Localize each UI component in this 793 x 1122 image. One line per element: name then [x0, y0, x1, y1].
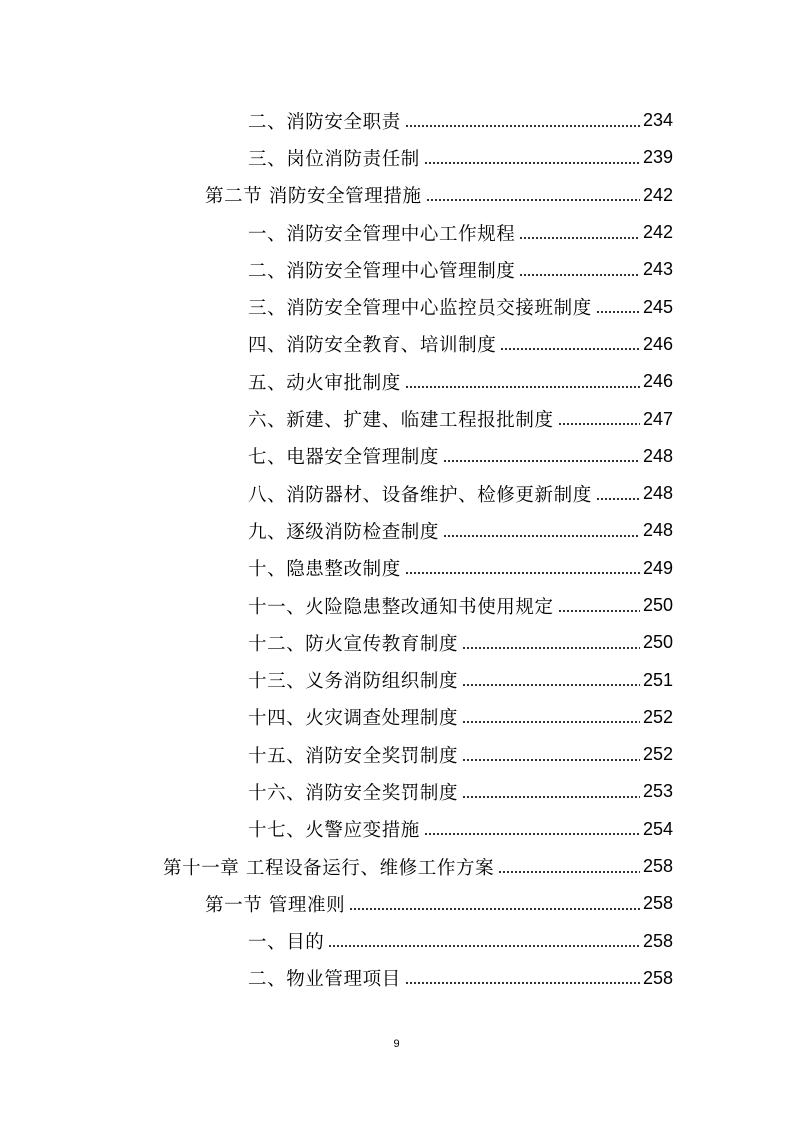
toc-entry-page: 246	[642, 371, 673, 392]
toc-entry-title: 七、电器安全管理制度	[248, 447, 440, 469]
toc-entry-title: 一、消防安全管理中心工作规程	[248, 223, 516, 245]
toc-dot-leader	[424, 162, 640, 164]
toc-entry[interactable]	[0, 326, 793, 363]
toc-dot-leader	[405, 572, 640, 574]
toc-dot-leader	[462, 721, 640, 723]
toc-entry-title: 十四、火灾调查处理制度	[248, 708, 459, 730]
toc-entry[interactable]	[0, 102, 793, 139]
toc-entry-page: 243	[642, 259, 673, 280]
toc-entry-title: 十五、消防安全奖罚制度	[248, 745, 459, 767]
toc-entry-page: 251	[642, 669, 673, 690]
toc-entry-page: 234	[642, 110, 673, 131]
toc-entry-title: 三、消防安全管理中心监控员交接班制度	[248, 298, 592, 320]
toc-entry-page: 254	[642, 818, 673, 839]
toc-dot-leader	[462, 647, 640, 649]
toc-entry[interactable]	[0, 736, 793, 773]
toc-entry-page: 250	[642, 595, 673, 615]
toc-entry-page: 258	[642, 893, 673, 914]
toc-dot-leader	[500, 348, 640, 350]
toc-entry[interactable]	[0, 288, 793, 325]
toc-entry[interactable]	[0, 512, 793, 549]
toc-entry-page: 248	[642, 445, 673, 466]
toc-entry[interactable]	[0, 699, 793, 736]
toc-entry-title: 第一节 管理准则	[205, 894, 346, 916]
toc-dot-leader	[462, 796, 640, 798]
toc-entry-title: 六、新建、扩建、临建工程报批制度	[248, 410, 554, 432]
page-number: 9	[393, 1038, 400, 1050]
toc-entry-title: 十六、消防安全奖罚制度	[248, 782, 459, 804]
toc-dot-leader	[498, 871, 640, 873]
toc-dot-leader	[519, 274, 640, 276]
toc-entry[interactable]	[0, 438, 793, 475]
toc-entry[interactable]	[0, 139, 793, 176]
toc-entry[interactable]	[0, 251, 793, 288]
toc-dot-leader	[519, 237, 640, 239]
toc-entry-page: 246	[642, 333, 673, 354]
table-of-contents	[0, 102, 793, 997]
toc-entry-title: 二、消防安全职责	[248, 111, 401, 133]
toc-entry-title: 第十一章 工程设备运行、维修工作方案	[163, 857, 495, 879]
toc-entry-page: 252	[642, 706, 673, 727]
toc-dot-leader	[405, 125, 640, 127]
toc-entry[interactable]	[0, 550, 793, 587]
toc-entry-title: 十三、义务消防组织制度	[248, 671, 459, 693]
toc-entry-page: 247	[642, 408, 673, 429]
toc-entry-page: 250	[642, 632, 673, 653]
toc-entry-title: 一、目的	[248, 932, 325, 954]
toc-entry-page: 248	[642, 483, 673, 504]
toc-entry-page: 258	[642, 856, 673, 877]
toc-entry[interactable]	[0, 587, 793, 624]
toc-entry[interactable]	[0, 661, 793, 698]
toc-dot-leader	[349, 908, 640, 910]
toc-entry-page: 249	[642, 557, 673, 578]
toc-entry-page: 242	[642, 222, 673, 243]
toc-entry[interactable]	[0, 923, 793, 960]
toc-dot-leader	[405, 982, 640, 984]
toc-entry-title: 十、隐患整改制度	[248, 559, 401, 581]
toc-entry-title: 十一、火险隐患整改通知书使用规定	[248, 596, 554, 618]
toc-entry[interactable]	[0, 214, 793, 251]
toc-dot-leader	[424, 833, 640, 835]
toc-dot-leader	[405, 386, 640, 388]
toc-dot-leader	[462, 759, 640, 761]
toc-dot-leader	[443, 535, 640, 537]
toc-dot-leader	[558, 610, 640, 612]
toc-entry[interactable]	[0, 475, 793, 512]
toc-entry-title: 五、动火审批制度	[248, 372, 401, 394]
toc-entry[interactable]	[0, 885, 793, 922]
toc-entry-title: 十七、火警应变措施	[248, 820, 420, 842]
toc-entry-title: 四、消防安全教育、培训制度	[248, 335, 497, 357]
toc-entry-page: 253	[642, 781, 673, 802]
toc-entry[interactable]	[0, 960, 793, 997]
toc-dot-leader	[558, 423, 640, 425]
toc-entry-page: 242	[642, 184, 673, 205]
toc-entry[interactable]	[0, 624, 793, 661]
toc-entry-page: 252	[642, 744, 673, 765]
toc-entry-title: 第二节 消防安全管理措施	[205, 186, 422, 208]
toc-entry-page: 245	[642, 296, 673, 317]
toc-entry-title: 九、逐级消防检查制度	[248, 521, 440, 543]
toc-entry-title: 三、岗位消防责任制	[248, 148, 420, 170]
toc-dot-leader	[426, 199, 640, 201]
toc-dot-leader	[328, 945, 640, 947]
toc-entry-title: 二、消防安全管理中心管理制度	[248, 260, 516, 282]
toc-entry[interactable]	[0, 811, 793, 848]
toc-entry[interactable]	[0, 773, 793, 810]
toc-entry-page: 258	[642, 967, 673, 988]
toc-dot-leader	[443, 460, 640, 462]
toc-entry[interactable]	[0, 400, 793, 437]
toc-entry-page: 248	[642, 520, 673, 541]
toc-dot-leader	[462, 684, 640, 686]
toc-entry[interactable]	[0, 177, 793, 214]
toc-entry-title: 十二、防火宣传教育制度	[248, 633, 459, 655]
toc-entry-title: 二、物业管理项目	[248, 969, 401, 991]
toc-dot-leader	[596, 498, 640, 500]
toc-dot-leader	[596, 311, 640, 313]
toc-entry-page: 258	[642, 930, 673, 951]
toc-entry-title: 八、消防器材、设备维护、检修更新制度	[248, 484, 592, 506]
toc-entry[interactable]	[0, 848, 793, 885]
toc-entry-page: 239	[642, 147, 673, 168]
toc-entry[interactable]	[0, 363, 793, 400]
